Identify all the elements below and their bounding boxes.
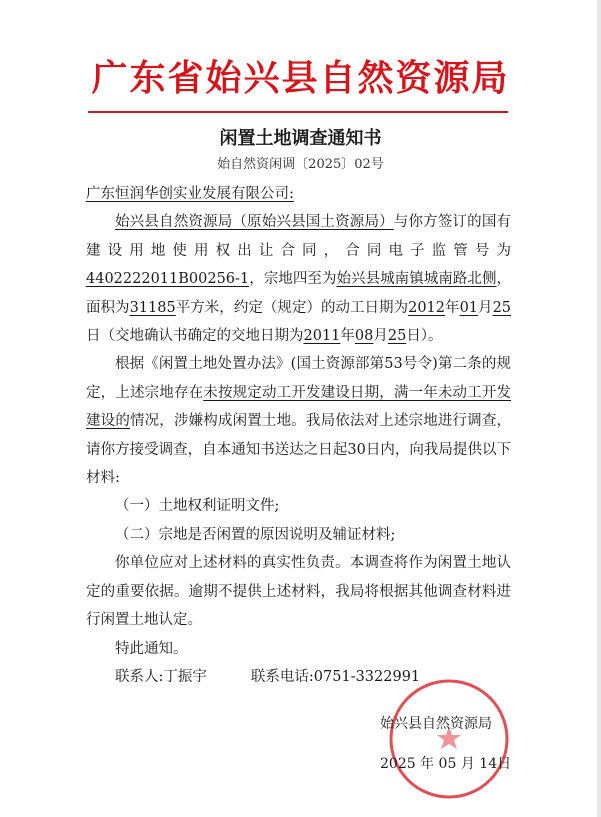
contact-person-label: 联系人: <box>115 668 164 685</box>
paragraph-responsibility: 你单位应对上述材料的真实性负责。本调查将作为闲置土地认定的重要依据。逾期不提供上述材料，我局将根据其他调查材料进行闲置土地认定。 <box>86 555 511 629</box>
page-edge-shadow <box>597 0 601 817</box>
fill-situation: 未按规定动工开发建设日期，满一年未动工开发建设的 <box>86 384 512 430</box>
date-month: 05 <box>438 756 457 772</box>
fill-start-day: 25 <box>492 299 512 316</box>
text-segment: 根据《闲置土地处置办法》(国土资源部第53号令)第二条的规定，上述宗地存在 <box>86 356 511 401</box>
fill-area: 31185 <box>129 299 176 316</box>
fill-boundary: 始兴县城南镇城南路北侧 <box>336 271 497 288</box>
paragraph-contract <box>86 208 511 350</box>
text-segment: 年 <box>445 299 460 316</box>
signoff-organization: 始兴县自然资源局 <box>380 716 492 732</box>
fill-party: 始兴县自然资源局（原始兴县国土资源局） <box>115 214 394 231</box>
material-item-1: （一）土地权利证明文件; <box>115 498 280 515</box>
fill-deliver-year: 2011 <box>303 328 341 345</box>
document-number: 始自然资闲调〔2025〕02号 <box>217 157 384 172</box>
date-year: 2025 <box>380 756 416 772</box>
text-segment: 与你方签订的国有建设用地使用权出让合同，合同电子监管号为 <box>86 214 512 259</box>
red-divider-line <box>88 111 508 113</box>
text-segment: 月 <box>478 299 493 316</box>
document-title: 闲置土地调查通知书 <box>219 128 382 149</box>
contact-person: 丁振宇 <box>163 668 207 685</box>
recipient-name: 广东恒润华创实业发展有限公司: <box>86 186 294 202</box>
fill-start-month: 01 <box>459 299 479 316</box>
date-day-unit: 日 <box>497 756 512 772</box>
contact-phone-label: 联系电话: <box>250 668 314 685</box>
text-segment: ，面积为 <box>86 271 512 316</box>
issuing-authority-heading: 广东省始兴县自然资源局 <box>91 58 510 99</box>
fill-deliver-month: 08 <box>354 328 374 345</box>
contact-phone: 0751-3322991 <box>313 668 421 685</box>
fill-start-year: 2012 <box>408 299 446 316</box>
paragraph-legal-basis <box>86 350 511 492</box>
text-segment: 情况，涉嫌构成闲置土地。我局依法对上述宗地进行调查，请你方接受调查，自本通知书送达之日起30日内，向我局提供以下材料: <box>86 413 511 487</box>
fill-contract-number: 4402222011B00256-1 <box>86 271 250 288</box>
text-segment: 平方米，约定（规定）的动工日期为 <box>175 299 409 316</box>
date-month-unit: 月 <box>460 756 475 772</box>
signoff-date <box>380 752 511 776</box>
text-segment: ，宗地四至为 <box>249 271 337 288</box>
signoff-block <box>380 712 511 776</box>
material-item-2: （二）宗地是否闲置的原因说明及辅证材料; <box>115 526 396 543</box>
date-year-unit: 年 <box>420 756 435 772</box>
closing-notice: 特此通知。 <box>115 640 188 657</box>
text-segment: 月 <box>373 328 388 345</box>
text-segment: 日）。 <box>406 328 443 345</box>
text-segment: 年 <box>340 328 355 345</box>
text-segment: 日（交地确认书确定的交地日期为 <box>86 328 304 345</box>
fill-deliver-day: 25 <box>387 328 407 345</box>
document-body <box>86 180 511 691</box>
date-day: 14 <box>479 756 498 772</box>
recipient-line <box>86 180 511 208</box>
